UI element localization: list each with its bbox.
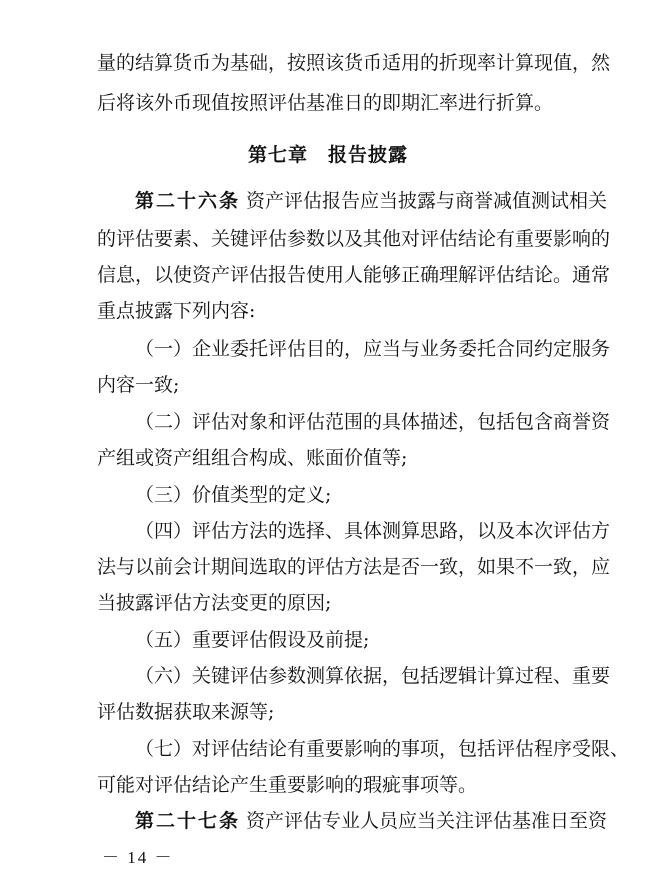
article-26-number: 第二十六条 [135,190,241,212]
intro-line-1: 量的结算货币为基础，按照该货币适用的折现率计算现值，然 [97,52,611,74]
chapter-heading: 第七章 报告披露 [247,144,408,166]
article-26-line-1: 资产评估报告应当披露与商誉减值测试相关 [246,190,608,212]
intro-line-2: 后将该外币现值按照评估基准日的即期汇率进行折算。 [97,92,554,114]
item-2-line-1: （二）评估对象和评估范围的具体描述，包括包含商誉资 [135,411,611,433]
item-6-line-2: 评估数据获取来源等; [97,701,275,723]
item-1-line-2: 内容一致; [97,374,180,396]
item-7-line-1: （七）对评估结论有重要影响的事项，包括评估程序受限、 [135,738,630,760]
article-27-line-1: 资产评估专业人员应当关注评估基准日至资 [246,810,608,832]
item-4-line-2: 法与以前会计期间选取的评估方法是否一致，如果不一致，应 [97,556,611,578]
article-26-line-4: 重点披露下列内容: [97,300,256,322]
article-26-first-line [135,186,608,216]
item-1-line-1: （一）企业委托评估目的，应当与业务委托合同约定服务 [135,338,611,360]
article-26-line-2: 的评估要素、关键评估参数以及其他对评估结论有重要影响的 [97,228,611,250]
page-number: － 14 － [102,848,174,867]
article-27-number: 第二十七条 [135,810,241,832]
item-4-line-3: 当披露评估方法变更的原因; [97,592,332,614]
item-6-line-1: （六）关键评估参数测算依据，包括逻辑计算过程、重要 [135,665,611,687]
item-4-line-1: （四）评估方法的选择、具体测算思路，以及本次评估方 [135,520,611,542]
article-27-first-line [135,806,608,836]
item-7-line-2: 可能对评估结论产生重要影响的瑕疵事项等。 [97,774,478,796]
item-3-line-1: （三）价值类型的定义; [135,484,332,506]
item-5-line-1: （五）重要评估假设及前提; [135,629,370,651]
item-2-line-2: 产组或资产组组合构成、账面价值等; [97,447,408,469]
article-26-line-3: 信息，以使资产评估报告使用人能够正确理解评估结论。通常 [97,264,611,286]
